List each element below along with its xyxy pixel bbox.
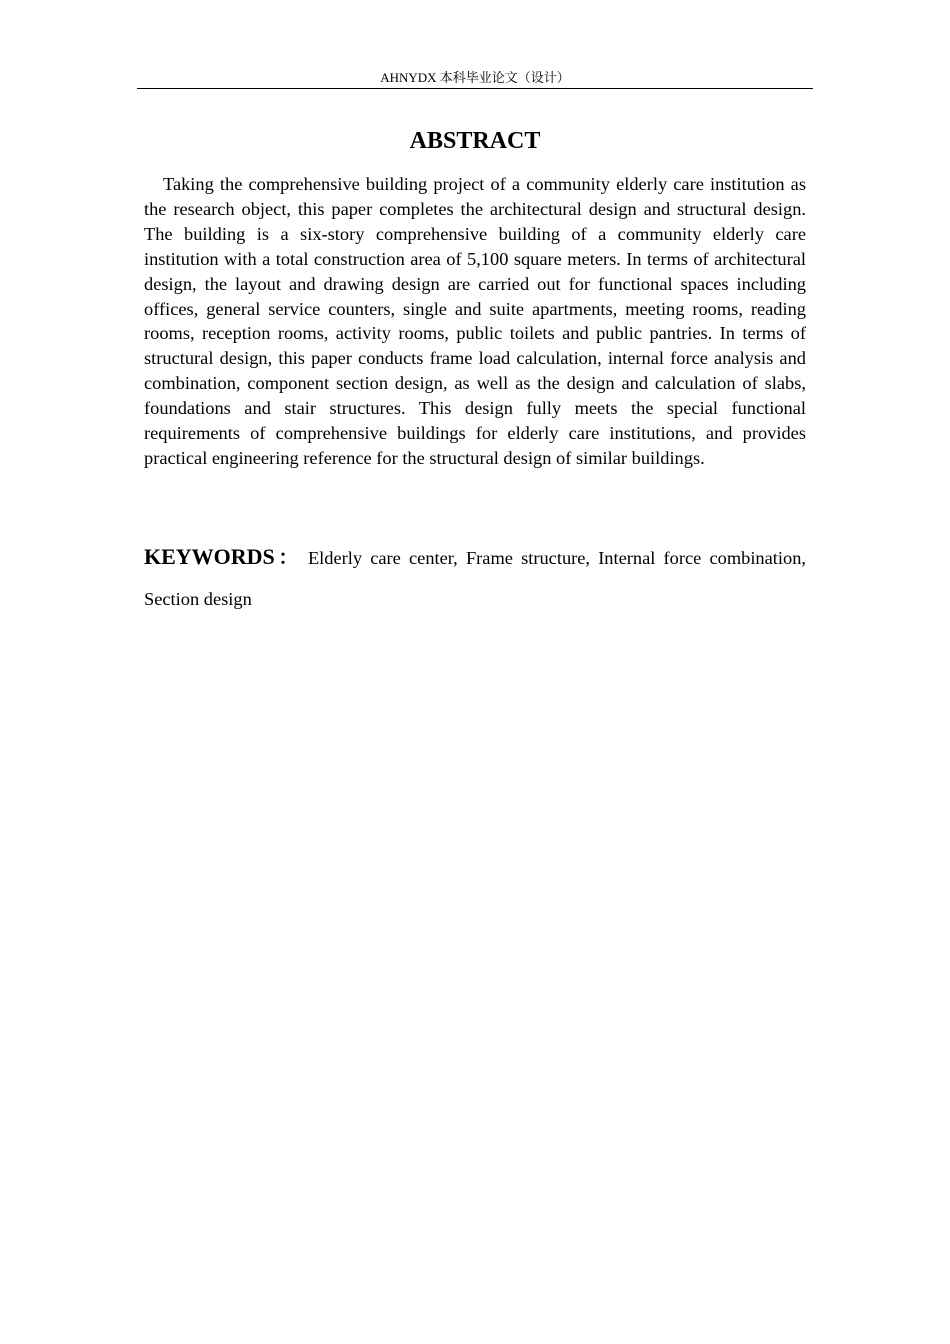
header-divider (137, 88, 813, 89)
keywords-paragraph (144, 536, 806, 620)
keywords-separator: ： (274, 547, 302, 569)
keywords-label: KEYWORDS (144, 544, 275, 569)
abstract-title: ABSTRACT (409, 128, 541, 154)
abstract-body: Taking the comprehensive building project of a community elderly care institution as the research object, this paper completes the architectural design and structural design. The building is a six-story comprehensive building of a community elderly care institution with a total construction area of 5,100 square meters. In terms of architectural design, the layout and drawing design are carried out for functional spaces including offices, general service counters, single and suite apartments, meeting rooms, reading rooms, reception rooms, activity rooms, public toilets and public pantries. In terms of structural design, this paper conducts frame load calculation, internal force analysis and combination, component section design, as well as the design and calculation of slabs, foundations and stair structures. This design fully meets the special functional requirements of comprehensive buildings for elderly care institutions, and provides practical engineering reference for the structural design of similar buildings. (144, 174, 806, 468)
running-header: AHNYDX 本科毕业论文（设计） (380, 70, 570, 85)
keywords-text: Elderly care center, Frame structure, Internal force combination, Section design (144, 548, 806, 609)
